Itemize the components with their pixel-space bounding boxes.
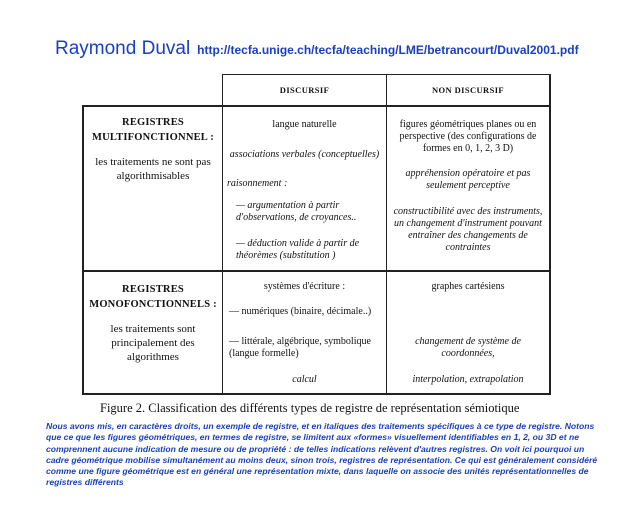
table-row-separator	[82, 270, 551, 272]
row2-title-line2: MONOFONCTIONNELS :	[89, 299, 217, 310]
row2-discursif-4: calcul	[292, 374, 317, 385]
table-header-separator	[82, 105, 551, 107]
row1-discursif-3: raisonnement :	[227, 178, 288, 189]
row1-discursif-5: — déduction valide à partir de théorèmes (substitution )	[236, 238, 360, 261]
row2-non-discursif-3: interpolation, extrapolation	[412, 374, 524, 385]
table-col-divider-2	[386, 74, 387, 395]
row1-discursif-4: — argumentation à partir d'observations, de croyances..	[236, 200, 357, 223]
author-name: Raymond Duval	[55, 38, 191, 59]
row2-discursif-1: systèmes d'écriture :	[263, 281, 346, 292]
row1-discursif-2: associations verbales (conceptuelles)	[229, 149, 380, 160]
commentary-paragraph: Nous avons mis, en caractères droits, un exemple de registre, et en italiques des traitements spécifiques à ce type de registre. Notons que ce que les figures géométriques, en termes de registre, se limitent aux «formes» visuellement identifiables en 1, 2, ou 3D et ne comprennent aucune indication de mesure ou de propriété : de telles indications relèvent d'autres registres. On voit ici pourquoi un cadre géométrique mobilise simultanément au moins deux, sinon trois, registres de représentation. Ce qui est généralement considéré comme une figure géométrique est en général une représentation mixte, dans laquelle on associe des unités représentationnelles de registres différents	[46, 421, 598, 488]
source-url[interactable]: http://tecfa.unige.ch/tecfa/teaching/LME/betrancourt/Duval2001.pdf	[197, 43, 579, 57]
row-header-monofonctionnels	[86, 282, 220, 364]
table-left-border	[82, 105, 84, 395]
figure-caption: Figure 2. Classification des différents types de registre de représentation sémiotique	[100, 401, 520, 415]
row1-description: les traitements ne sont pas algorithmisables	[95, 156, 211, 182]
table-bottom-border	[82, 393, 551, 395]
table-right-border	[549, 74, 551, 395]
row2-title-line1: REGISTRES	[122, 284, 184, 295]
row1-non-discursif-3: constructibilité avec des instruments, un changement d'instrument pouvant entraîner des changements de contraintes	[393, 206, 543, 253]
row2-non-discursif-1: graphes cartésiens	[431, 281, 505, 292]
row1-discursif-1: langue naturelle	[272, 119, 337, 130]
row1-non-discursif-2: appréhension opératoire et pas seulement perceptive	[405, 168, 531, 191]
row2-discursif-3: — littérale, algébrique, symbolique (langue formelle)	[229, 336, 371, 359]
row-header-multifonctionnel	[86, 115, 220, 183]
page-header	[55, 38, 579, 60]
row2-description: les traitements sont principalement des algorithmes	[110, 323, 196, 363]
row1-title-line1: REGISTRES	[122, 117, 184, 128]
row2-non-discursif-2: changement de système de coordonnées,	[415, 336, 521, 359]
classification-table	[82, 74, 551, 395]
row2-discursif-2: — numériques (binaire, décimale..)	[229, 306, 372, 317]
column-header-discursif: DISCURSIF	[279, 85, 330, 95]
row1-title-line2: MULTIFONCTIONNEL :	[92, 132, 214, 143]
column-header-non-discursif: NON DISCURSIF	[431, 85, 505, 95]
row1-non-discursif-1: figures géométriques planes ou en perspective (des configurations de formes en 0, 1, 2, 3 D)	[399, 119, 537, 154]
